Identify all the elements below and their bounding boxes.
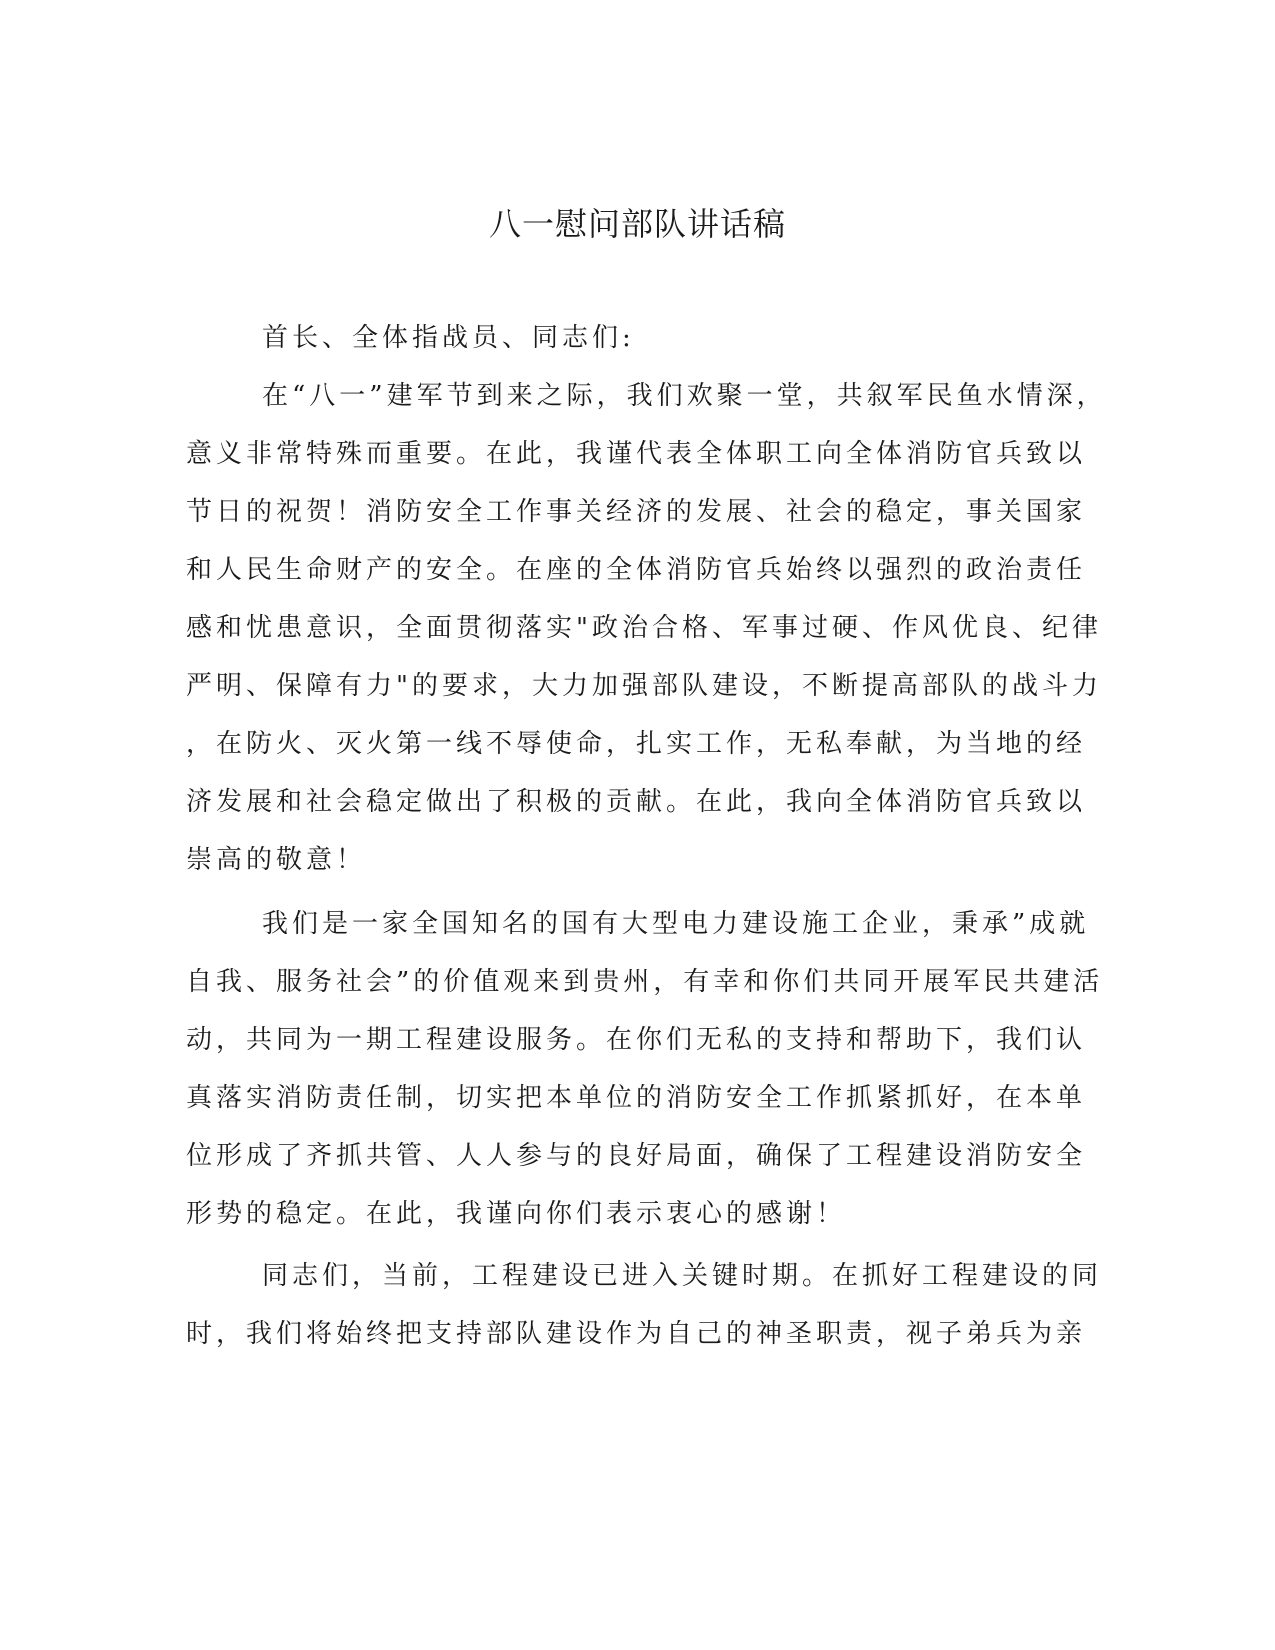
paragraph-1-line-3: 节日的祝贺！消防安全工作事关经济的发展、社会的稳定，事关国家 (186, 497, 1087, 527)
paragraph-2-line-1: 我们是一家全国知名的国有大型电力建设施工企业，秉承”成就 (262, 909, 1090, 939)
paragraph-1-line-5: 感和忧患意识，全面贯彻落实"政治合格、军事过硬、作风优良、纪律 (186, 613, 1102, 643)
document-title: 八一慰问部队讲话稿 (488, 205, 786, 243)
paragraph-2-line-3: 动，共同为一期工程建设服务。在你们无私的支持和帮助下，我们认 (186, 1025, 1087, 1055)
paragraph-3-line-2: 时，我们将始终把支持部队建设作为自己的神圣职责，视子弟兵为亲 (186, 1319, 1087, 1349)
paragraph-2-line-4: 真落实消防责任制，切实把本单位的消防安全工作抓紧抓好，在本单 (186, 1083, 1087, 1113)
paragraph-1-line-2: 意义非常特殊而重要。在此，我谨代表全体职工向全体消防官兵致以 (186, 439, 1087, 469)
paragraph-2-line-6: 形势的稳定。在此，我谨向你们表示衷心的感谢！ (186, 1199, 847, 1229)
paragraph-1-line-8: 济发展和社会稳定做出了积极的贡献。在此，我向全体消防官兵致以 (186, 787, 1087, 817)
paragraph-1-line-1: 在“八一”建军节到来之际，我们欢聚一堂，共叙军民鱼水情深， (262, 381, 1107, 411)
paragraph-1-line-9: 崇高的敬意！ (186, 845, 367, 875)
salutation-line: 首长、全体指战员、同志们: (262, 323, 635, 353)
paragraph-1-line-7: ，在防火、灭火第一线不辱使命，扎实工作，无私奉献，为当地的经 (186, 729, 1087, 759)
paragraph-3-line-1: 同志们，当前，工程建设已进入关键时期。在抓好工程建设的同 (262, 1261, 1103, 1291)
paragraph-2-line-5: 位形成了齐抓共管、人人参与的良好局面，确保了工程建设消防安全 (186, 1141, 1087, 1171)
paragraph-1-line-6: 严明、保障有力"的要求，大力加强部队建设，不断提高部队的战斗力 (186, 671, 1102, 701)
paragraph-2-line-2: 自我、服务社会”的价值观来到贵州，有幸和你们共同开展军民共建活 (186, 967, 1104, 997)
paragraph-1-line-4: 和人民生命财产的安全。在座的全体消防官兵始终以强烈的政治责任 (186, 555, 1087, 585)
